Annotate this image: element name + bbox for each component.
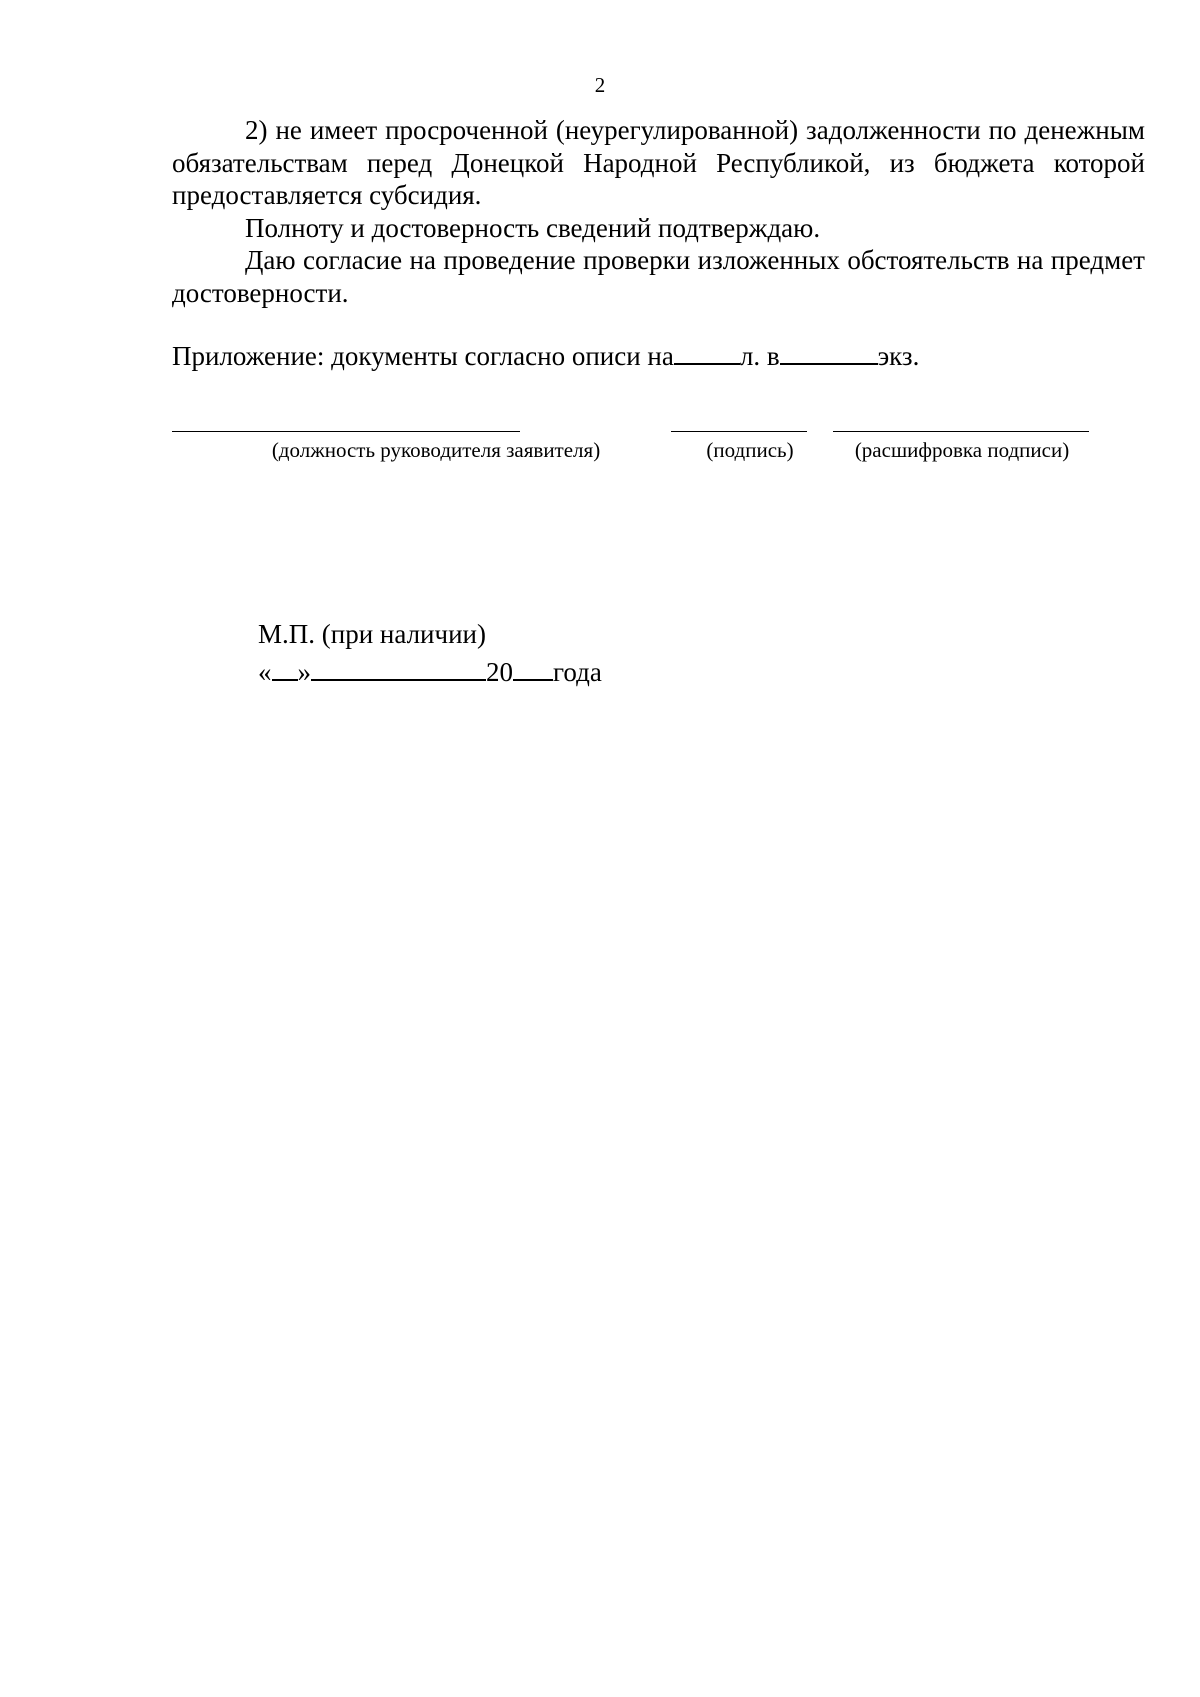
- year-suffix: года: [553, 657, 602, 687]
- date-open-quote: «: [258, 657, 272, 687]
- page-number: 2: [594, 73, 606, 97]
- paragraph-consent: Даю согласие на проведение проверки изложенных обстоятельств на предмет достоверности.: [172, 245, 1145, 308]
- attachment-middle: л. в: [739, 341, 780, 371]
- document-body: [172, 114, 1145, 309]
- attachment-prefix: Приложение: документы согласно описи на: [172, 341, 674, 371]
- stamp-label: М.П. (при наличии): [258, 619, 486, 649]
- month-blank[interactable]: [311, 657, 486, 681]
- position-caption: (должность руководителя заявителя): [271, 438, 601, 462]
- decoding-signature-line[interactable]: [833, 431, 1089, 432]
- decoding-caption: (расшифровка подписи): [854, 438, 1070, 462]
- date-close-quote: »: [297, 657, 311, 687]
- signature-caption: (подпись): [706, 438, 794, 462]
- attachment-suffix: экз.: [877, 341, 920, 371]
- year-prefix: 20: [486, 657, 513, 687]
- paragraph-no-debt: 2) не имеет просроченной (неурегулированной) задолженности по денежным обязательствам перед Донецкой Народной Республикой, из бюджета которой предоставляется субсидия.: [172, 115, 1145, 210]
- sheets-count-blank[interactable]: [674, 341, 740, 365]
- date-line: [258, 654, 602, 690]
- signature-line[interactable]: [671, 431, 807, 432]
- attachment-line: [172, 340, 919, 372]
- year-blank[interactable]: [513, 657, 553, 681]
- position-signature-line[interactable]: [172, 431, 520, 432]
- day-blank[interactable]: [272, 657, 298, 681]
- copies-count-blank[interactable]: [780, 341, 878, 365]
- paragraph-confirmation: Полноту и достоверность сведений подтверждаю.: [245, 212, 821, 243]
